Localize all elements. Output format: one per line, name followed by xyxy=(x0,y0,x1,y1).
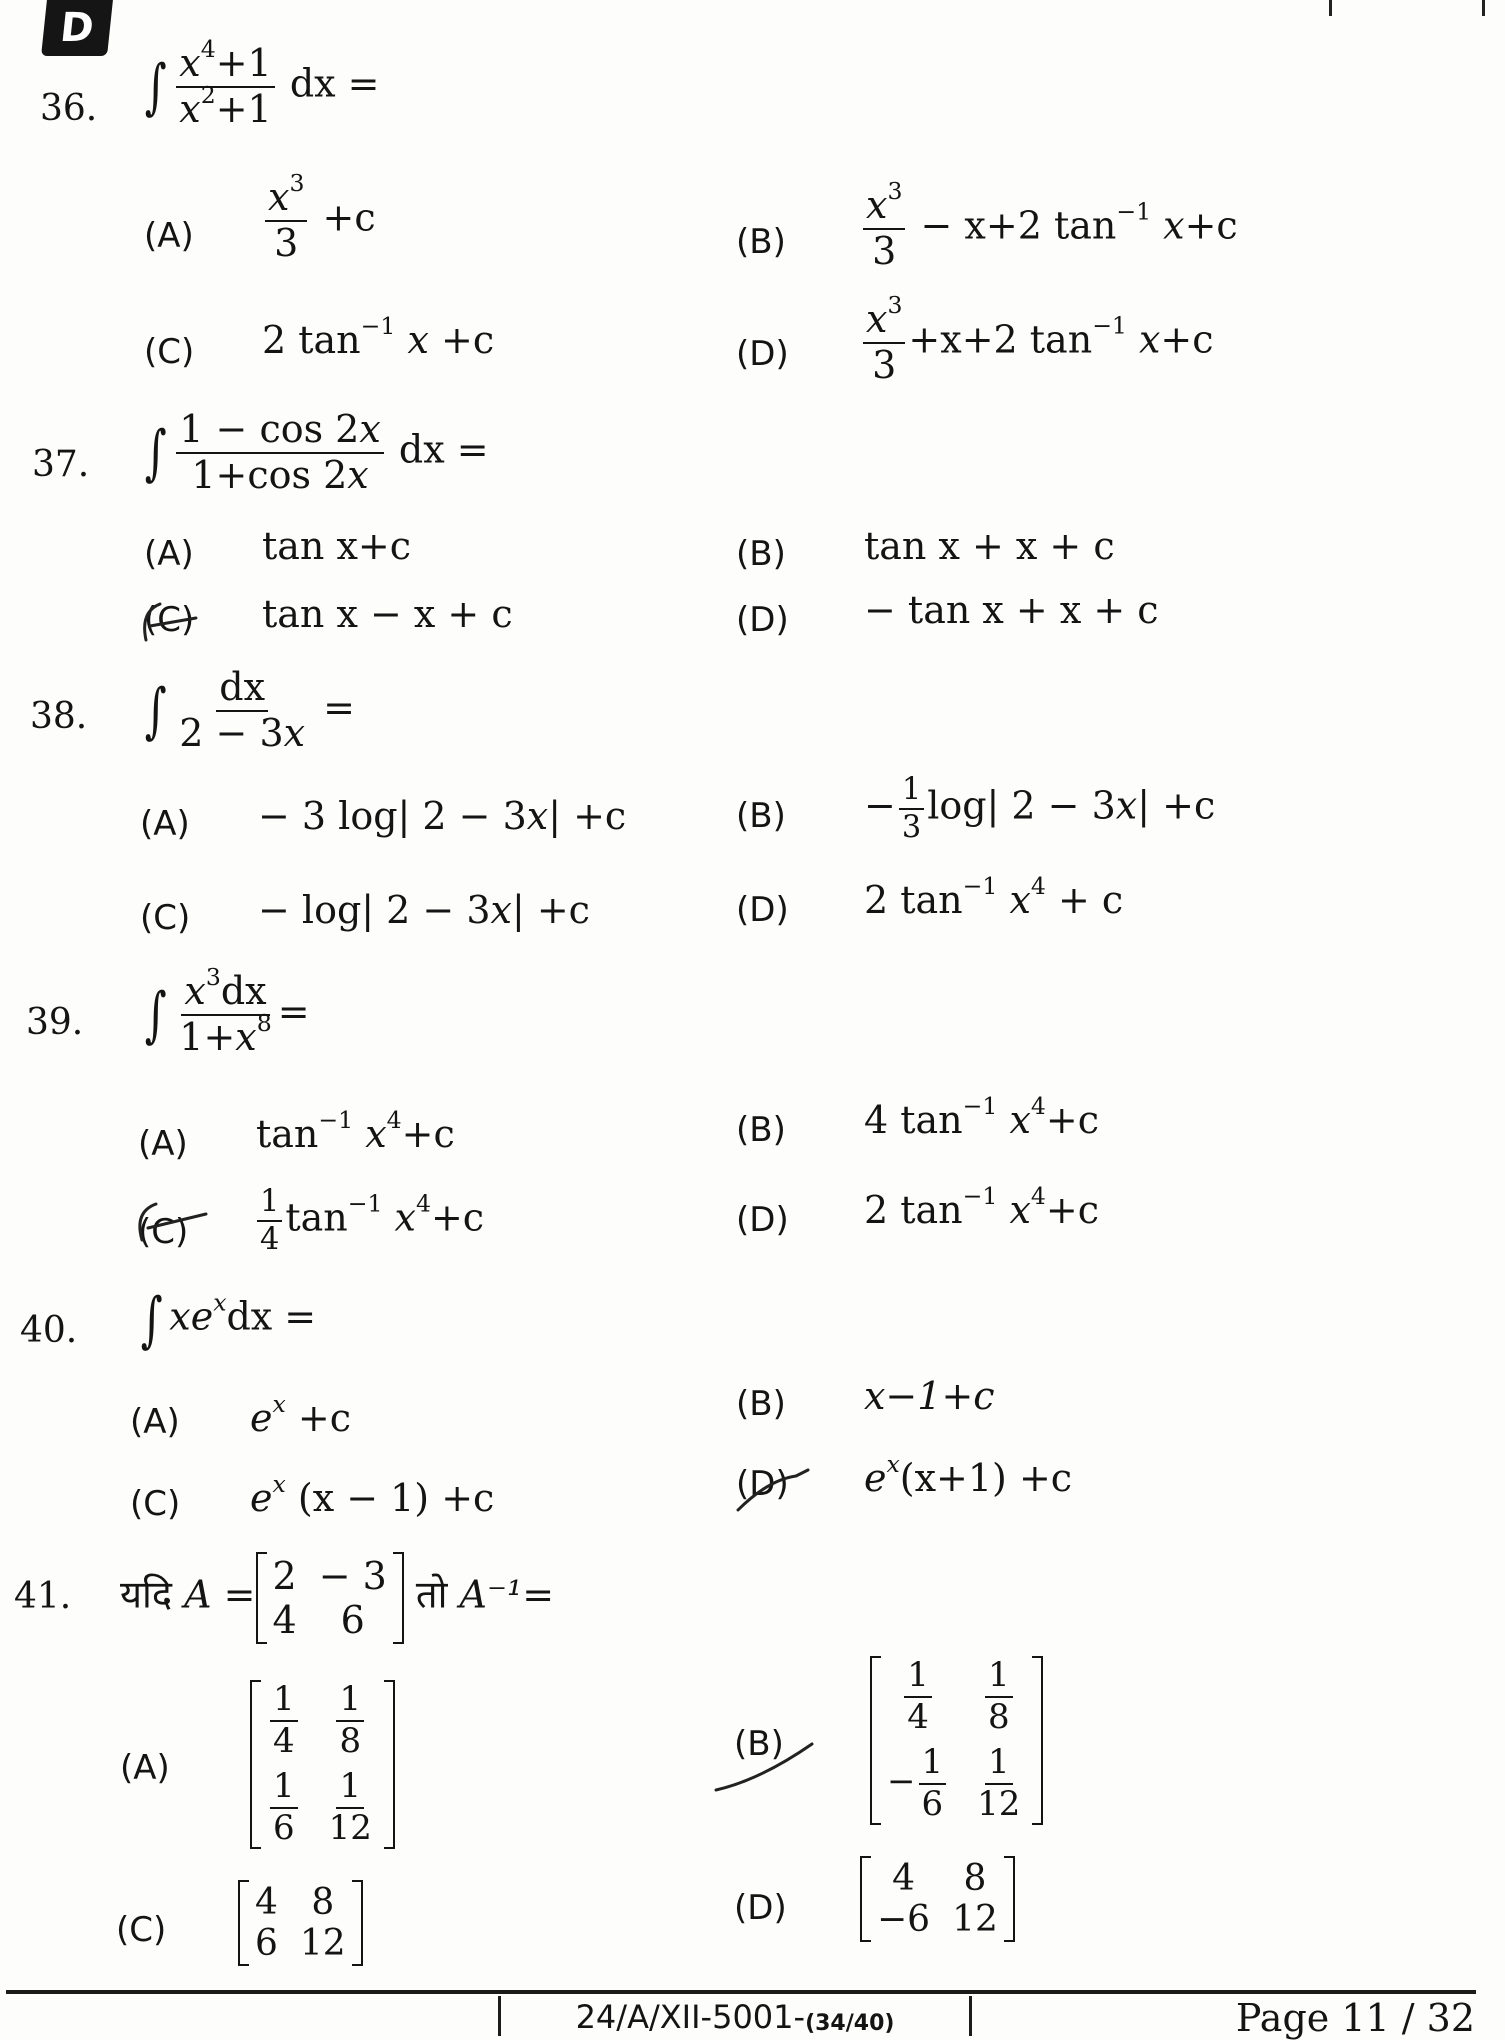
option-text-38-b: − $\frac{1}{3}$ log| 2 − 3x| +c xyxy=(864,772,1216,845)
option-text-39-d: 2 $\tan^{-1} x^4+c$ xyxy=(864,1182,1099,1232)
option-label-41-c[interactable]: (C) xyxy=(116,1910,167,1950)
option-label-40-d[interactable]: (D) xyxy=(736,1464,789,1504)
option-text-40-d: $e^x(x+1) +c$ xyxy=(864,1450,1073,1500)
option-text-40-b: x−1+c xyxy=(864,1374,995,1418)
option-label-38-b[interactable]: (B) xyxy=(736,796,786,836)
option-text-38-c: − log| 2 − 3x| +c xyxy=(258,888,590,932)
pen-mark-39c xyxy=(140,1204,206,1240)
question-stem-41: यदि A = 2 − 3 4 6 तो A⁻¹= xyxy=(120,1554,555,1642)
option-text-39-a: $\tan^{-1} x^4+c$ xyxy=(256,1106,455,1156)
question-stem-40: ∫ $xe^xdx$ = xyxy=(140,1285,317,1355)
option-label-37-c[interactable]: (C) xyxy=(144,600,195,640)
question-number-40: 40. xyxy=(20,1310,78,1351)
pen-mark-40d xyxy=(738,1470,808,1510)
option-matrix-41-c: 4 8 6 12 xyxy=(238,1880,363,1966)
option-text-36-b: $\frac{x^3}{3}$ − x+2 $\tan^{-1} x+c$ xyxy=(860,186,1238,272)
option-text-36-d: $\frac{x^3}{3}$ +x+2 $\tan^{-1} x+c$ xyxy=(860,300,1214,386)
option-label-37-a[interactable]: (A) xyxy=(144,534,194,574)
option-matrix-41-d: 4 8 −6 12 xyxy=(860,1856,1015,1942)
option-label-40-c[interactable]: (C) xyxy=(130,1484,181,1524)
option-label-38-a[interactable]: (A) xyxy=(140,804,190,844)
integral-sign: ∫ xyxy=(144,51,167,122)
option-label-41-a[interactable]: (A) xyxy=(120,1748,170,1788)
question-number-39: 39. xyxy=(26,1002,84,1043)
question-stem-39: ∫ $\frac{x^3dx}{1+x^8}$ = xyxy=(144,963,310,1059)
pen-mark-41b xyxy=(716,1744,812,1790)
option-label-36-c[interactable]: (C) xyxy=(144,332,195,372)
option-text-38-d: 2 $\tan^{-1} x^4 + c$ xyxy=(864,872,1124,922)
page-number: Page 11 / 32 xyxy=(1235,1996,1475,2040)
option-label-38-d[interactable]: (D) xyxy=(736,890,789,930)
option-text-37-a: tan x+c xyxy=(262,524,412,568)
question-number-36: 36. xyxy=(40,88,98,129)
option-text-36-a: $\frac{x^3}{3}$ +c xyxy=(262,178,376,264)
stem-fraction: $\frac{x^4+1}{x^2+1}$ xyxy=(176,44,274,130)
question-number-41: 41. xyxy=(14,1576,72,1617)
option-label-39-c[interactable]: (C) xyxy=(138,1212,189,1252)
option-text-39-c: $\frac{1}{4}$ $\tan^{-1} x^4+c$ xyxy=(254,1186,484,1256)
option-label-37-b[interactable]: (B) xyxy=(736,534,786,574)
option-matrix-41-a: $\frac{1}{4}$ $\frac{1}{8}$ $\frac{1}{6}$ $\frac{1}{12}$ xyxy=(250,1680,395,1849)
option-label-39-d[interactable]: (D) xyxy=(736,1200,789,1240)
option-text-40-a: $e^x +c$ xyxy=(250,1390,351,1440)
option-label-36-b[interactable]: (B) xyxy=(736,222,786,262)
option-label-37-d[interactable]: (D) xyxy=(736,600,789,640)
option-text-38-a: − 3 log| 2 − 3x| +c xyxy=(258,794,627,838)
question-stem-38: ∫ $\frac{dx}{2 - 3x}$ = xyxy=(144,665,355,755)
question-number-37: 37. xyxy=(32,444,90,485)
option-label-36-d[interactable]: (D) xyxy=(736,334,789,374)
pen-mark-37c xyxy=(145,604,196,640)
option-label-40-b[interactable]: (B) xyxy=(736,1384,786,1424)
question-stem-36: ∫ $\frac{x^4+1}{x^2+1}$ dx = xyxy=(144,35,380,131)
option-label-39-b[interactable]: (B) xyxy=(736,1110,786,1150)
question-number-38: 38. xyxy=(30,696,88,737)
option-matrix-41-b: $\frac{1}{4}$ $\frac{1}{8}$ − $\frac{1}{6}$ $\frac{1}{12}$ xyxy=(870,1656,1043,1825)
option-text-36-c: 2 $\tan^{-1} x +c$ xyxy=(262,312,495,362)
option-label-36-a[interactable]: (A) xyxy=(144,216,194,256)
option-label-41-d[interactable]: (D) xyxy=(734,1888,787,1928)
option-label-39-a[interactable]: (A) xyxy=(138,1124,188,1164)
question-stem-37: ∫ $\frac{1 - \cos 2x}{1+\cos 2x}$ dx = xyxy=(144,407,489,497)
option-text-39-b: 4 $\tan^{-1} x^4+c$ xyxy=(864,1092,1099,1142)
option-text-40-c: $e^x$ (x − 1) +c xyxy=(250,1470,495,1520)
footer-rule xyxy=(6,1990,1476,1994)
option-label-38-c[interactable]: (C) xyxy=(140,898,191,938)
option-text-37-c: tan x − x + c xyxy=(262,592,513,636)
set-badge: D xyxy=(41,0,113,56)
stem-matrix: 2 − 3 4 6 xyxy=(256,1552,404,1644)
footer-paper-code: 24/A/XII-5001- (34/40) xyxy=(498,1996,972,2036)
option-label-40-a[interactable]: (A) xyxy=(130,1402,180,1442)
option-text-37-b: tan x + x + c xyxy=(864,524,1115,568)
option-text-37-d: − tan x + x + c xyxy=(864,588,1159,632)
option-label-41-b[interactable]: (B) xyxy=(734,1724,784,1764)
